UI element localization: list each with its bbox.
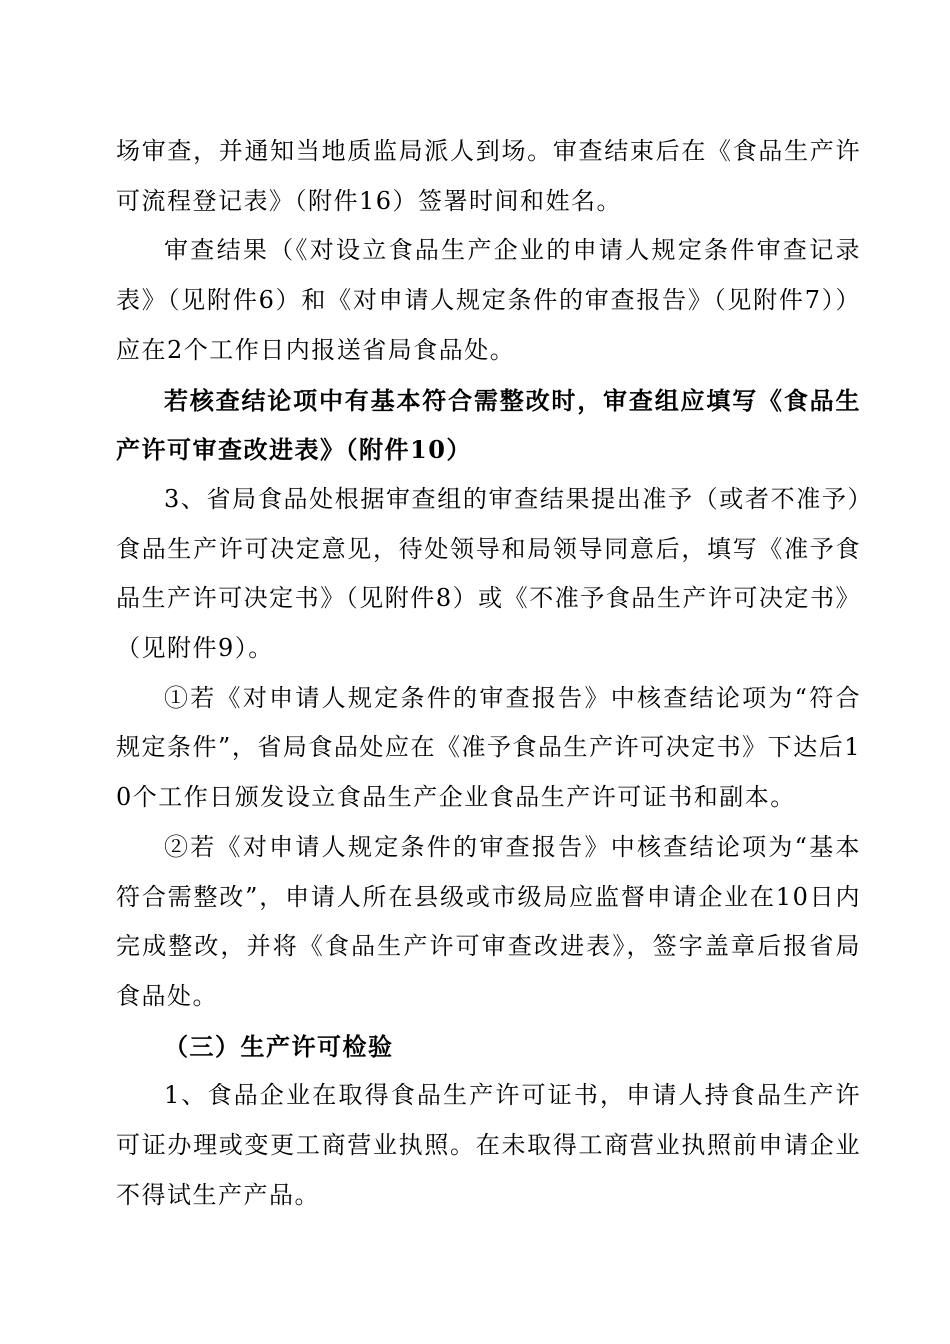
paragraph-item-1-inspection: 1、食品企业在取得食品生产许可证书，申请人持食品生产许可证办理或变更工商营业执照。在未取得工商营业执照前申请企业不得试生产产品。	[116, 1081, 861, 1209]
paragraph-rectification-note: 若核查结论项中有基本符合需整改时，审查组应填写《食品生产许可审查改进表》（附件10）	[116, 385, 861, 465]
paragraph-review-results: 审查结果（《对设立食品生产企业的申请人规定条件审查记录表》（见附件6）和《对申请人规定条件的审查报告》（见附件7））应在2个工作日内报送省局食品处。	[116, 236, 861, 364]
paragraph-review-notice: 场审查，并通知当地质监局派人到场。审查结束后在《食品生产许可流程登记表》（附件16）签署时间和姓名。	[116, 137, 861, 215]
paragraph-subitem-2: ②若《对申请人规定条件的审查报告》中核查结论项为“基本符合需整改”，申请人所在县级或市级局应监督申请企业在10日内完成整改，并将《食品生产许可审查改进表》，签字盖章后报省局食品处。	[116, 832, 861, 1010]
paragraph-subitem-1: ①若《对申请人规定条件的审查报告》中核查结论项为“符合规定条件”，省局食品处应在《准予食品生产许可决定书》下达后10个工作日颁发设立食品生产企业食品生产许可证书和副本。	[116, 683, 861, 812]
document-page	[116, 127, 861, 1220]
paragraph-item-3: 3、省局食品处根据审查组的审查结果提出准予（或者不准予）食品生产许可决定意见，待处领导和局领导同意后，填写《准予食品生产许可决定书》（见附件8）或《不准予食品生产许可决定书》（见附件9）。	[116, 484, 861, 663]
section-heading-production-inspection: （三）生产许可检验	[164, 1031, 394, 1061]
